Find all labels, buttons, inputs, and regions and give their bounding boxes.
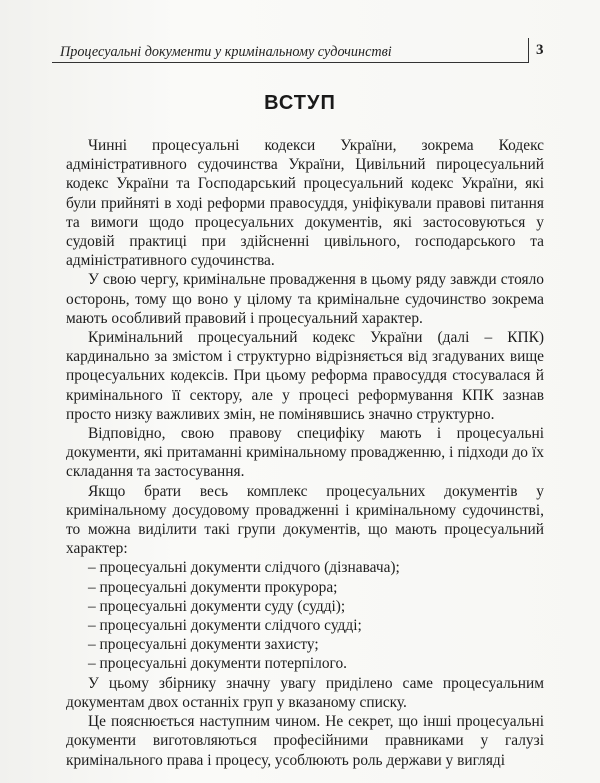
paragraph: Відповідно, свою правову специфіку мають і процесуальні документи, які притаманні кримінальному провадженню, і підходи до їх складання та застосування. xyxy=(66,425,544,481)
paragraph: Чинні процесуальні кодекси України, зокрема Кодекс адміністративного судочинства України, Цивільний пироцесуальний кодекс України та Господарський процесуальний кодекс України, які були прийняті в ході реформи правосуддя, уніфікували правові питання та вимоги щодо процесуальних документів, які застосовуються у судовій практиці при здійсненні цивільного, господарського та адміністративного судочинства. xyxy=(66,137,544,270)
header-vertical-rule xyxy=(528,38,529,63)
paragraph: Якщо брати весь комплекс процесуальних документів у кримінальному досудовому провадженні і кримінальному судочинстві, то можна виділити такі групи документів, що мають процесуальний характер: xyxy=(66,482,544,558)
list-item: – процесуальні документи слідчого судді; xyxy=(88,617,362,635)
list-item: – процесуальні документи потерпілого. xyxy=(88,655,348,673)
paragraph: Це пояснюється наступним чином. Не секрет, що інші процесуальні документи виготовляються професійними правниками у галузі кримінального права і процесу, усоблюють роль держави у вигляді xyxy=(66,713,544,769)
list-item: – процесуальні документи прокурора; xyxy=(88,578,338,596)
paragraph: У свою чергу, кримінальне провадження в цьому ряду завжди стояло осторонь, тому що воно у цілому та кримінальне судочинство зокрема мають особливий правовий і процесуальний характер. xyxy=(66,271,544,327)
list-item: – процесуальні документи слідчого (дізнавача); xyxy=(88,559,400,577)
header-rule xyxy=(52,62,528,63)
list-item: – процесуальні документи захисту; xyxy=(88,636,319,654)
document-groups-list xyxy=(66,558,544,673)
running-title: Процесуальні документи у кримінальному судочинстві xyxy=(60,44,392,60)
running-header xyxy=(52,38,552,68)
page-number: 3 xyxy=(536,42,544,58)
paragraph: У цьому збірнику значну увагу приділено саме процесуальним документам двох останніх груп у вказаному списку. xyxy=(66,674,544,711)
list-item: – процесуальні документи суду (судді); xyxy=(88,597,346,615)
body-text xyxy=(66,136,544,770)
chapter-title: ВСТУП xyxy=(264,92,336,114)
paragraph: Кримінальний процесуальний кодекс України (далі – КПК) кардинально за змістом і структурно відрізняється від згадуваних вище процесуальних кодексів. При цьому реформа правосуддя стосувалася й кримінального її сектору, але у процесі реформування КПК зазнав просто низку важливих змін, не помінявшись значно структурно. xyxy=(66,329,544,423)
